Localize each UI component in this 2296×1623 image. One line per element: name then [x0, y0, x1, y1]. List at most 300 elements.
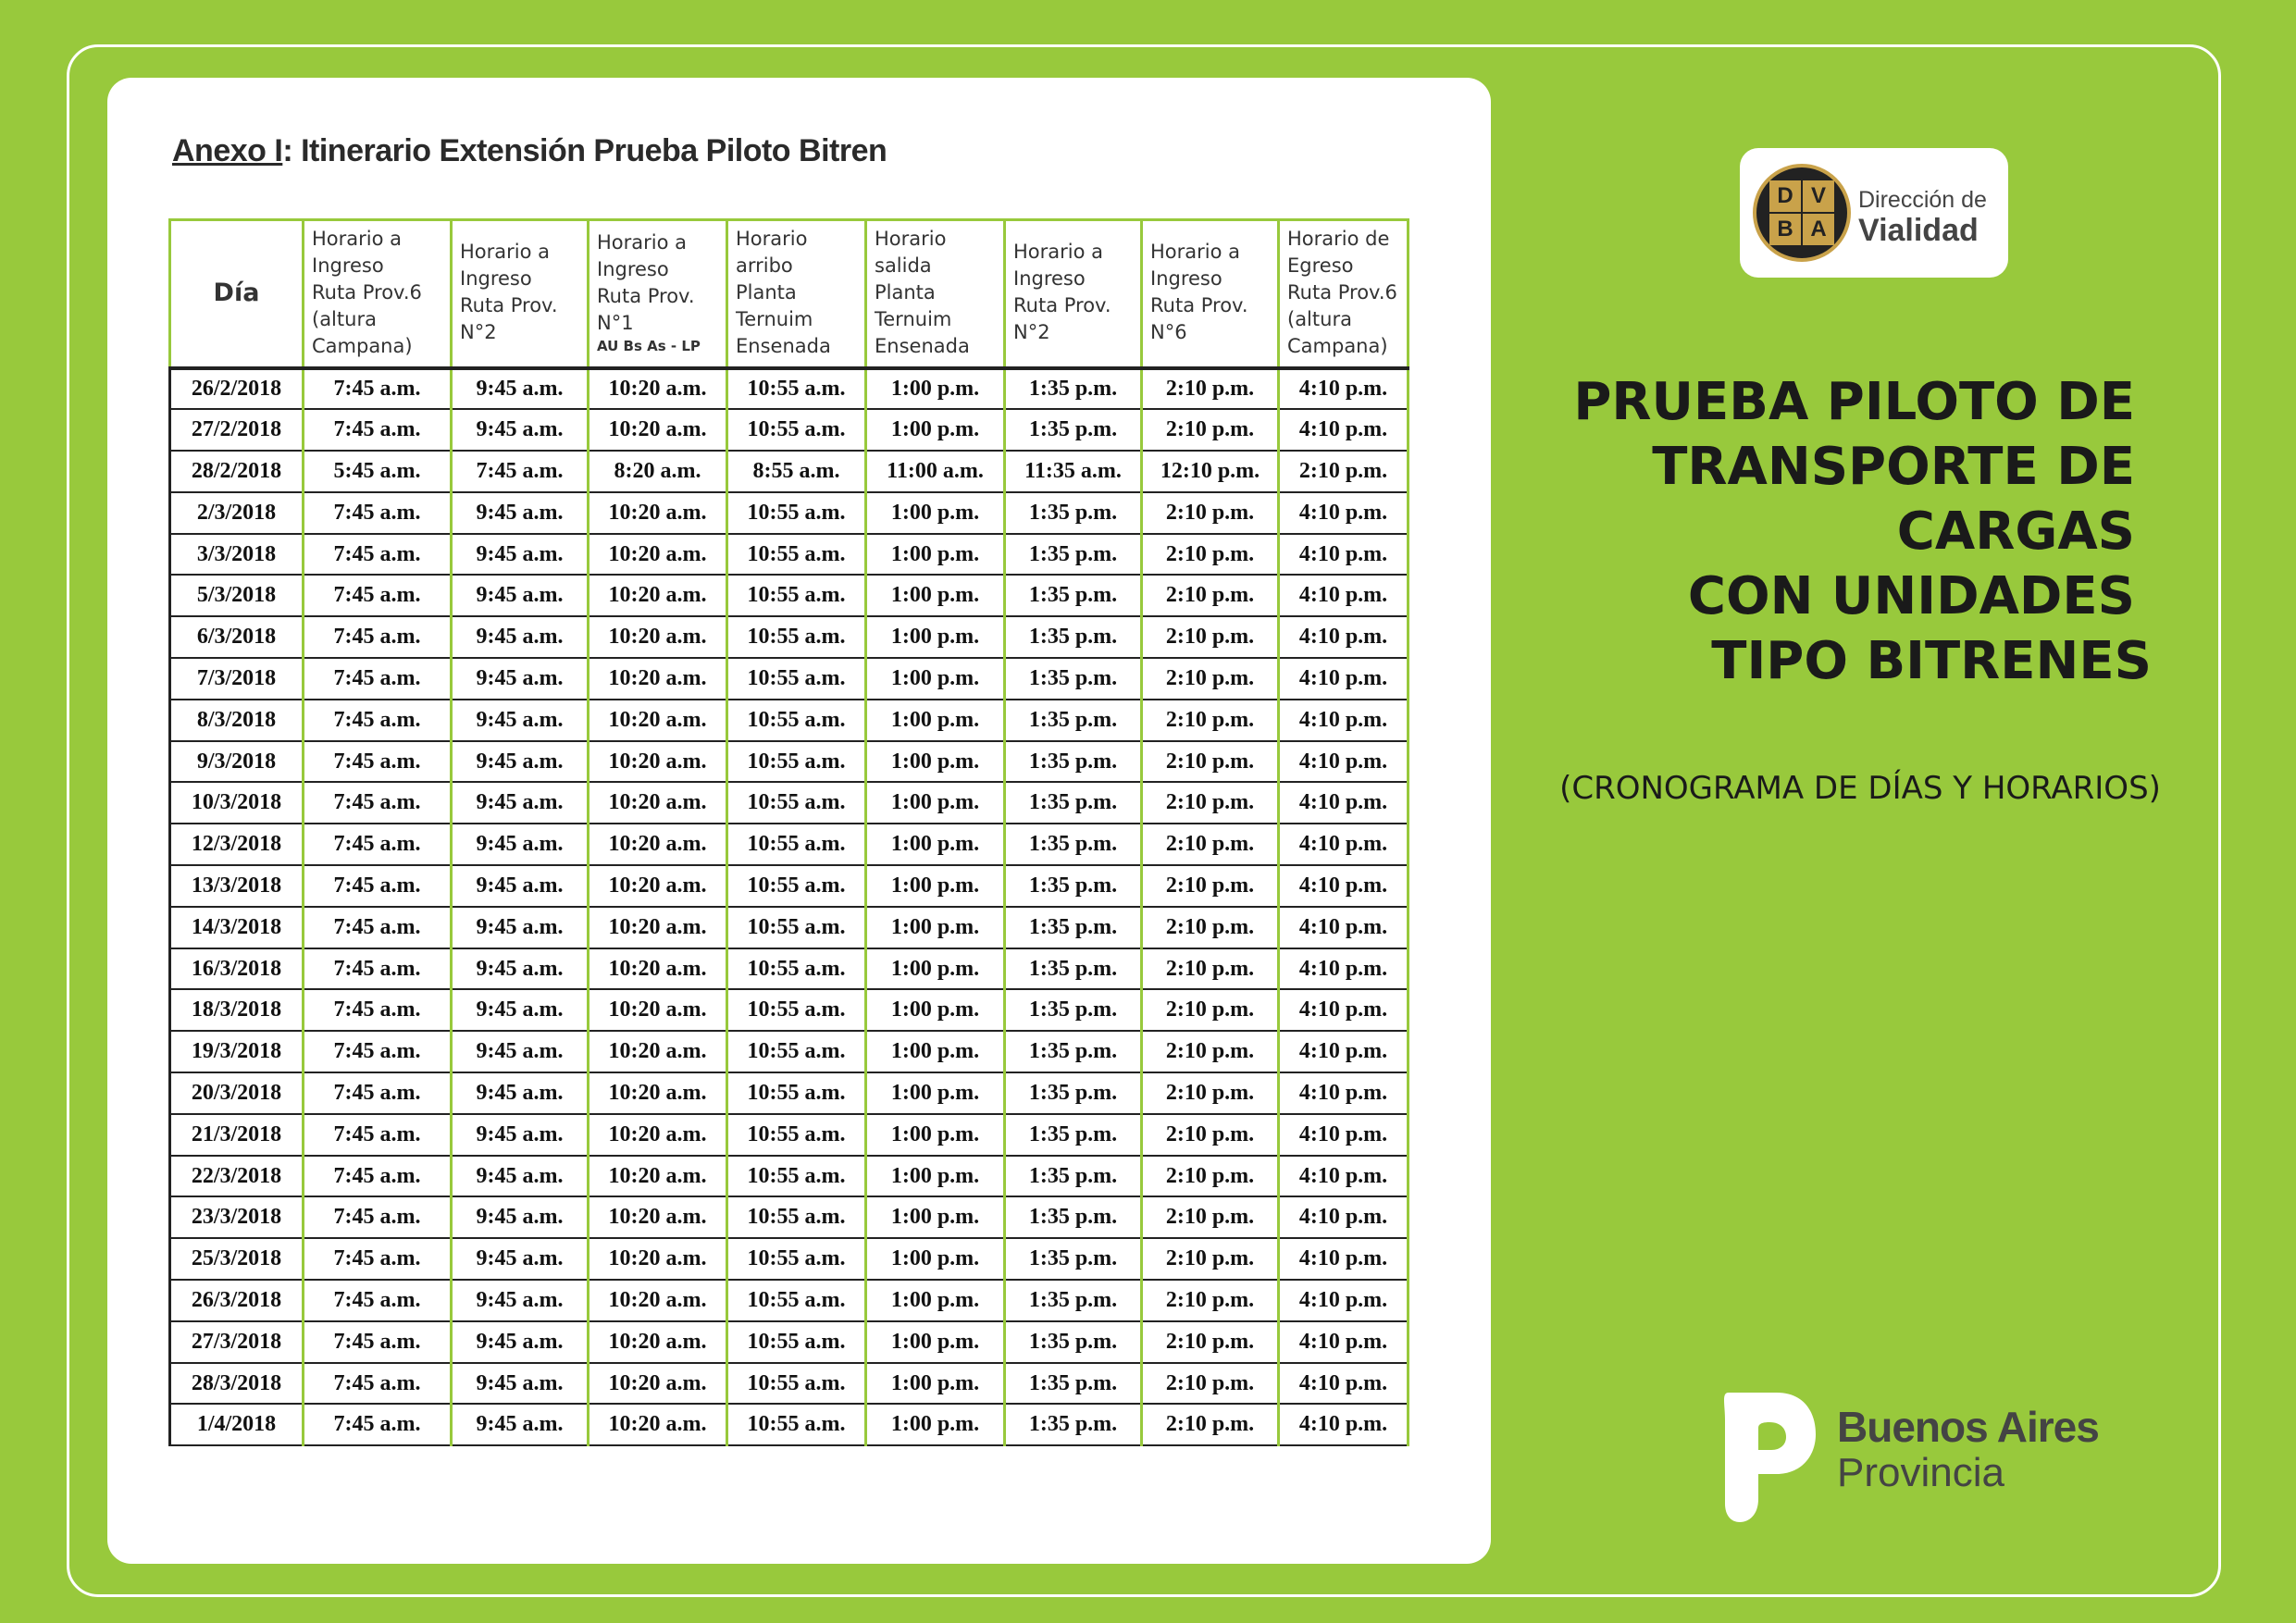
headline-line: CARGAS [1896, 502, 2135, 562]
time-cell: 10:55 a.m. [727, 492, 866, 534]
column-header-line: (altura [312, 307, 377, 330]
time-cell: 1:00 p.m. [866, 1072, 1005, 1114]
time-cell: 1:35 p.m. [1005, 1196, 1142, 1238]
time-cell: 4:10 p.m. [1279, 948, 1409, 990]
table-row [170, 907, 1409, 948]
time-cell: 10:55 a.m. [727, 534, 866, 576]
time-cell: 9:45 a.m. [452, 1031, 589, 1072]
time-cell: 7:45 a.m. [304, 907, 452, 948]
time-cell: 10:55 a.m. [727, 741, 866, 783]
time-cell: 7:45 a.m. [304, 1321, 452, 1363]
time-cell: 7:45 a.m. [304, 741, 452, 783]
time-cell: 12:10 p.m. [1142, 451, 1279, 492]
time-cell: 1:35 p.m. [1005, 368, 1142, 410]
date-cell: 2/3/2018 [170, 492, 304, 534]
seal-letter: A [1803, 214, 1834, 245]
column-header-line: Horario a [597, 231, 688, 254]
time-cell: 7:45 a.m. [304, 492, 452, 534]
column-header-line: Ruta Prov. [1150, 294, 1248, 317]
time-cell: 9:45 a.m. [452, 948, 589, 990]
time-cell: 9:45 a.m. [452, 1404, 589, 1445]
date-cell: 18/3/2018 [170, 989, 304, 1031]
time-cell: 2:10 p.m. [1142, 1280, 1279, 1321]
time-cell: 9:45 a.m. [452, 368, 589, 410]
time-cell: 8:55 a.m. [727, 451, 866, 492]
seal-letter: V [1803, 180, 1834, 212]
time-cell: 1:00 p.m. [866, 1280, 1005, 1321]
time-cell: 10:55 a.m. [727, 368, 866, 410]
time-cell: 10:55 a.m. [727, 1280, 866, 1321]
table-row [170, 700, 1409, 741]
table-row [170, 865, 1409, 907]
time-cell: 9:45 a.m. [452, 989, 589, 1031]
time-cell: 7:45 a.m. [304, 1156, 452, 1197]
time-cell: 1:35 p.m. [1005, 741, 1142, 783]
date-cell: 27/2/2018 [170, 409, 304, 451]
time-cell: 1:00 p.m. [866, 1363, 1005, 1405]
time-cell: 1:35 p.m. [1005, 658, 1142, 700]
column-header [589, 220, 727, 368]
time-cell: 9:45 a.m. [452, 1114, 589, 1156]
time-cell: 9:45 a.m. [452, 1363, 589, 1405]
time-cell: 10:55 a.m. [727, 1196, 866, 1238]
time-cell: 10:20 a.m. [589, 948, 727, 990]
date-cell: 1/4/2018 [170, 1404, 304, 1445]
date-cell: 14/3/2018 [170, 907, 304, 948]
date-cell: 16/3/2018 [170, 948, 304, 990]
date-cell: 6/3/2018 [170, 616, 304, 658]
schedule-document [107, 78, 1491, 1564]
time-cell: 11:00 a.m. [866, 451, 1005, 492]
time-cell: 4:10 p.m. [1279, 616, 1409, 658]
column-header-line: Ingreso [1013, 267, 1086, 291]
time-cell: 9:45 a.m. [452, 907, 589, 948]
time-cell: 10:55 a.m. [727, 1114, 866, 1156]
time-cell: 10:55 a.m. [727, 409, 866, 451]
time-cell: 1:35 p.m. [1005, 700, 1142, 741]
time-cell: 9:45 a.m. [452, 1156, 589, 1197]
table-row [170, 368, 1409, 410]
date-cell: 26/3/2018 [170, 1280, 304, 1321]
time-cell: 7:45 a.m. [304, 1280, 452, 1321]
time-cell: 10:55 a.m. [727, 824, 866, 865]
headline-line: TRANSPORTE DE [1652, 437, 2135, 497]
time-cell: 10:20 a.m. [589, 1072, 727, 1114]
time-cell: 9:45 a.m. [452, 575, 589, 616]
time-cell: 7:45 a.m. [304, 1363, 452, 1405]
column-header-line: Ternuim [736, 307, 813, 330]
time-cell: 4:10 p.m. [1279, 1156, 1409, 1197]
time-cell: 2:10 p.m. [1279, 451, 1409, 492]
time-cell: 7:45 a.m. [304, 1238, 452, 1280]
time-cell: 10:55 a.m. [727, 700, 866, 741]
time-cell: 4:10 p.m. [1279, 1280, 1409, 1321]
seal-letter: D [1769, 180, 1801, 212]
date-cell: 10/3/2018 [170, 782, 304, 824]
time-cell: 1:35 p.m. [1005, 1031, 1142, 1072]
table-body [170, 368, 1409, 1446]
column-header-line: Ensenada [875, 334, 970, 357]
time-cell: 1:00 p.m. [866, 409, 1005, 451]
time-cell: 9:45 a.m. [452, 782, 589, 824]
column-header-line: Horario [736, 227, 808, 250]
time-cell: 1:00 p.m. [866, 741, 1005, 783]
column-header [727, 220, 866, 368]
time-cell: 7:45 a.m. [304, 1031, 452, 1072]
column-header-line: Horario [875, 227, 947, 250]
table-row [170, 1321, 1409, 1363]
table-row [170, 1238, 1409, 1280]
time-cell: 4:10 p.m. [1279, 1031, 1409, 1072]
time-cell: 1:35 p.m. [1005, 1321, 1142, 1363]
table-row [170, 1114, 1409, 1156]
table-row [170, 409, 1409, 451]
time-cell: 4:10 p.m. [1279, 782, 1409, 824]
time-cell: 9:45 a.m. [452, 700, 589, 741]
column-header-line: salida [875, 254, 932, 277]
time-cell: 2:10 p.m. [1142, 368, 1279, 410]
time-cell: 9:45 a.m. [452, 658, 589, 700]
time-cell: 7:45 a.m. [304, 409, 452, 451]
time-cell: 9:45 a.m. [452, 1280, 589, 1321]
time-cell: 1:35 p.m. [1005, 575, 1142, 616]
time-cell: 2:10 p.m. [1142, 1114, 1279, 1156]
time-cell: 1:35 p.m. [1005, 1280, 1142, 1321]
column-header-line: Ruta Prov.6 [1287, 280, 1397, 304]
table-row [170, 534, 1409, 576]
column-header-line: N°6 [1150, 321, 1187, 344]
time-cell: 10:20 a.m. [589, 782, 727, 824]
column-header-line: Ingreso [1150, 267, 1222, 291]
column-header-line: Campana) [312, 334, 413, 357]
time-cell: 2:10 p.m. [1142, 989, 1279, 1031]
column-header [452, 220, 589, 368]
time-cell: 7:45 a.m. [304, 948, 452, 990]
time-cell: 2:10 p.m. [1142, 492, 1279, 534]
column-header-line: Horario de [1287, 227, 1390, 250]
time-cell: 10:55 a.m. [727, 1072, 866, 1114]
time-cell: 1:00 p.m. [866, 865, 1005, 907]
time-cell: 1:35 p.m. [1005, 865, 1142, 907]
time-cell: 1:00 p.m. [866, 1404, 1005, 1445]
column-header [304, 220, 452, 368]
time-cell: 10:20 a.m. [589, 1114, 727, 1156]
annex-title: : Itinerario Extensión Prueba Piloto Bitren [282, 133, 887, 168]
time-cell: 10:55 a.m. [727, 1238, 866, 1280]
headline-line: PRUEBA PILOTO DE [1573, 372, 2135, 432]
time-cell: 10:20 a.m. [589, 409, 727, 451]
date-cell: 25/3/2018 [170, 1238, 304, 1280]
time-cell: 7:45 a.m. [452, 451, 589, 492]
time-cell: 9:45 a.m. [452, 409, 589, 451]
time-cell: 1:00 p.m. [866, 948, 1005, 990]
time-cell: 2:10 p.m. [1142, 1196, 1279, 1238]
column-header-line: Horario a [460, 241, 551, 264]
time-cell: 10:20 a.m. [589, 1156, 727, 1197]
headline-subtitle: (CRONOGRAMA DE DÍAS Y HORARIOS) [1559, 770, 2161, 807]
time-cell: 7:45 a.m. [304, 616, 452, 658]
time-cell: 7:45 a.m. [304, 1196, 452, 1238]
time-cell: 1:35 p.m. [1005, 824, 1142, 865]
headline [1432, 370, 2152, 694]
vialidad-logo [1740, 148, 2008, 278]
time-cell: 10:55 a.m. [727, 1156, 866, 1197]
time-cell: 9:45 a.m. [452, 534, 589, 576]
time-cell: 4:10 p.m. [1279, 907, 1409, 948]
date-cell: 19/3/2018 [170, 1031, 304, 1072]
time-cell: 7:45 a.m. [304, 575, 452, 616]
column-header-line: Ingreso [460, 267, 532, 291]
time-cell: 10:20 a.m. [589, 741, 727, 783]
time-cell: 1:00 p.m. [866, 989, 1005, 1031]
time-cell: 10:20 a.m. [589, 1321, 727, 1363]
time-cell: 1:35 p.m. [1005, 1363, 1142, 1405]
column-header-line: Horario a [312, 227, 403, 250]
time-cell: 1:35 p.m. [1005, 907, 1142, 948]
time-cell: 9:45 a.m. [452, 616, 589, 658]
time-cell: 2:10 p.m. [1142, 1363, 1279, 1405]
time-cell: 10:55 a.m. [727, 1363, 866, 1405]
time-cell: 4:10 p.m. [1279, 409, 1409, 451]
time-cell: 10:20 a.m. [589, 1238, 727, 1280]
time-cell: 1:35 p.m. [1005, 948, 1142, 990]
table-row [170, 1404, 1409, 1445]
time-cell: 1:35 p.m. [1005, 1156, 1142, 1197]
time-cell: 1:35 p.m. [1005, 534, 1142, 576]
dvba-seal-icon [1753, 164, 1851, 262]
time-cell: 1:00 p.m. [866, 534, 1005, 576]
time-cell: 1:00 p.m. [866, 492, 1005, 534]
annex-label: Anexo I [172, 133, 283, 168]
time-cell: 9:45 a.m. [452, 1196, 589, 1238]
date-cell: 3/3/2018 [170, 534, 304, 576]
time-cell: 1:35 p.m. [1005, 782, 1142, 824]
time-cell: 2:10 p.m. [1142, 1321, 1279, 1363]
time-cell: 1:35 p.m. [1005, 1404, 1142, 1445]
time-cell: 7:45 a.m. [304, 989, 452, 1031]
date-cell: 13/3/2018 [170, 865, 304, 907]
time-cell: 9:45 a.m. [452, 492, 589, 534]
table-row [170, 782, 1409, 824]
time-cell: 2:10 p.m. [1142, 865, 1279, 907]
time-cell: 1:00 p.m. [866, 907, 1005, 948]
time-cell: 2:10 p.m. [1142, 1238, 1279, 1280]
time-cell: 10:20 a.m. [589, 907, 727, 948]
time-cell: 10:20 a.m. [589, 824, 727, 865]
time-cell: 2:10 p.m. [1142, 948, 1279, 990]
time-cell: 10:55 a.m. [727, 782, 866, 824]
table-row [170, 451, 1409, 492]
time-cell: 2:10 p.m. [1142, 409, 1279, 451]
table-row [170, 948, 1409, 990]
time-cell: 10:20 a.m. [589, 1363, 727, 1405]
table-row [170, 1280, 1409, 1321]
time-cell: 9:45 a.m. [452, 824, 589, 865]
document-title [172, 133, 887, 169]
table-row [170, 741, 1409, 783]
date-cell: 12/3/2018 [170, 824, 304, 865]
column-header-line: N°1 [597, 312, 634, 335]
time-cell: 10:55 a.m. [727, 616, 866, 658]
time-cell: 1:00 p.m. [866, 1321, 1005, 1363]
vialidad-logo-line1: Dirección de [1858, 187, 1987, 213]
column-header [1142, 220, 1279, 368]
time-cell: 4:10 p.m. [1279, 368, 1409, 410]
date-cell: 28/3/2018 [170, 1363, 304, 1405]
time-cell: 4:10 p.m. [1279, 700, 1409, 741]
time-cell: 2:10 p.m. [1142, 907, 1279, 948]
column-header-line: N°2 [460, 321, 497, 344]
table-row [170, 1156, 1409, 1197]
time-cell: 10:55 a.m. [727, 1321, 866, 1363]
time-cell: 4:10 p.m. [1279, 1114, 1409, 1156]
date-cell: 20/3/2018 [170, 1072, 304, 1114]
column-header-line: Ruta Prov. [1013, 294, 1111, 317]
column-header-line: Ingreso [312, 254, 384, 277]
time-cell: 4:10 p.m. [1279, 658, 1409, 700]
time-cell: 10:55 a.m. [727, 948, 866, 990]
column-header-line: Planta [736, 280, 797, 304]
time-cell: 2:10 p.m. [1142, 700, 1279, 741]
time-cell: 2:10 p.m. [1142, 824, 1279, 865]
time-cell: 4:10 p.m. [1279, 534, 1409, 576]
column-header-line: Egreso [1287, 254, 1354, 277]
time-cell: 1:00 p.m. [866, 1031, 1005, 1072]
column-header [1005, 220, 1142, 368]
time-cell: 2:10 p.m. [1142, 1031, 1279, 1072]
table-row [170, 575, 1409, 616]
time-cell: 10:55 a.m. [727, 1031, 866, 1072]
table-row [170, 989, 1409, 1031]
time-cell: 4:10 p.m. [1279, 1363, 1409, 1405]
column-header-line: Ruta Prov. [597, 285, 695, 308]
time-cell: 10:20 a.m. [589, 1280, 727, 1321]
time-cell: 5:45 a.m. [304, 451, 452, 492]
time-cell: 4:10 p.m. [1279, 575, 1409, 616]
table-row [170, 658, 1409, 700]
time-cell: 4:10 p.m. [1279, 824, 1409, 865]
time-cell: 10:55 a.m. [727, 989, 866, 1031]
time-cell: 1:00 p.m. [866, 616, 1005, 658]
column-header-line: Ensenada [736, 334, 831, 357]
time-cell: 4:10 p.m. [1279, 1196, 1409, 1238]
time-cell: 9:45 a.m. [452, 865, 589, 907]
time-cell: 7:45 a.m. [304, 782, 452, 824]
time-cell: 7:45 a.m. [304, 1114, 452, 1156]
provincia-logo [1712, 1383, 2101, 1531]
column-header-line: Ingreso [597, 258, 669, 281]
time-cell: 7:45 a.m. [304, 658, 452, 700]
date-cell: 23/3/2018 [170, 1196, 304, 1238]
time-cell: 1:00 p.m. [866, 1114, 1005, 1156]
time-cell: 7:45 a.m. [304, 824, 452, 865]
time-cell: 1:00 p.m. [866, 658, 1005, 700]
time-cell: 1:35 p.m. [1005, 1114, 1142, 1156]
time-cell: 1:00 p.m. [866, 1156, 1005, 1197]
column-header-line: Horario a [1150, 241, 1241, 264]
time-cell: 4:10 p.m. [1279, 1404, 1409, 1445]
column-header [866, 220, 1005, 368]
time-cell: 1:35 p.m. [1005, 492, 1142, 534]
vialidad-logo-line2: Vialidad [1858, 213, 1979, 248]
provincia-logo-line2: Provincia [1837, 1450, 2004, 1495]
schedule-table [168, 218, 1409, 1446]
time-cell: 10:20 a.m. [589, 989, 727, 1031]
time-cell: 10:20 a.m. [589, 575, 727, 616]
time-cell: 1:00 p.m. [866, 368, 1005, 410]
time-cell: 2:10 p.m. [1142, 616, 1279, 658]
table-row [170, 1031, 1409, 1072]
time-cell: 10:20 a.m. [589, 658, 727, 700]
time-cell: 4:10 p.m. [1279, 1072, 1409, 1114]
time-cell: 10:55 a.m. [727, 1404, 866, 1445]
time-cell: 2:10 p.m. [1142, 1156, 1279, 1197]
table-row [170, 616, 1409, 658]
time-cell: 7:45 a.m. [304, 1072, 452, 1114]
date-cell: 22/3/2018 [170, 1156, 304, 1197]
time-cell: 1:35 p.m. [1005, 409, 1142, 451]
table-row [170, 1363, 1409, 1405]
time-cell: 10:20 a.m. [589, 1031, 727, 1072]
time-cell: 10:20 a.m. [589, 1196, 727, 1238]
time-cell: 9:45 a.m. [452, 1072, 589, 1114]
column-header-line: Planta [875, 280, 936, 304]
date-cell: 26/2/2018 [170, 368, 304, 410]
time-cell: 1:35 p.m. [1005, 1238, 1142, 1280]
column-header-line: Campana) [1287, 334, 1388, 357]
time-cell: 2:10 p.m. [1142, 782, 1279, 824]
time-cell: 4:10 p.m. [1279, 989, 1409, 1031]
time-cell: 2:10 p.m. [1142, 534, 1279, 576]
time-cell: 1:00 p.m. [866, 700, 1005, 741]
time-cell: 7:45 a.m. [304, 1404, 452, 1445]
buenos-aires-p-icon [1712, 1383, 1823, 1531]
date-cell: 8/3/2018 [170, 700, 304, 741]
time-cell: 10:20 a.m. [589, 368, 727, 410]
table-row [170, 824, 1409, 865]
date-cell: 5/3/2018 [170, 575, 304, 616]
table-header-row [170, 220, 1409, 368]
time-cell: 1:35 p.m. [1005, 989, 1142, 1031]
time-cell: 10:20 a.m. [589, 1404, 727, 1445]
column-header-line: arribo [736, 254, 793, 277]
time-cell: 1:00 p.m. [866, 1238, 1005, 1280]
time-cell: 1:00 p.m. [866, 782, 1005, 824]
column-header-line: N°2 [1013, 321, 1050, 344]
date-cell: 27/3/2018 [170, 1321, 304, 1363]
time-cell: 9:45 a.m. [452, 1321, 589, 1363]
column-header-line: Ruta Prov.6 [312, 280, 422, 304]
time-cell: 1:00 p.m. [866, 1196, 1005, 1238]
time-cell: 1:35 p.m. [1005, 1072, 1142, 1114]
time-cell: 8:20 a.m. [589, 451, 727, 492]
time-cell: 4:10 p.m. [1279, 1321, 1409, 1363]
time-cell: 2:10 p.m. [1142, 575, 1279, 616]
time-cell: 7:45 a.m. [304, 368, 452, 410]
seal-letter: B [1769, 214, 1801, 245]
time-cell: 2:10 p.m. [1142, 658, 1279, 700]
time-cell: 10:20 a.m. [589, 616, 727, 658]
time-cell: 4:10 p.m. [1279, 741, 1409, 783]
column-header-line: Día [213, 278, 260, 307]
headline-line: TIPO BITRENES [1711, 631, 2152, 691]
date-cell: 7/3/2018 [170, 658, 304, 700]
time-cell: 10:55 a.m. [727, 907, 866, 948]
time-cell: 1:00 p.m. [866, 824, 1005, 865]
time-cell: 9:45 a.m. [452, 741, 589, 783]
time-cell: 10:20 a.m. [589, 492, 727, 534]
time-cell: 10:55 a.m. [727, 865, 866, 907]
